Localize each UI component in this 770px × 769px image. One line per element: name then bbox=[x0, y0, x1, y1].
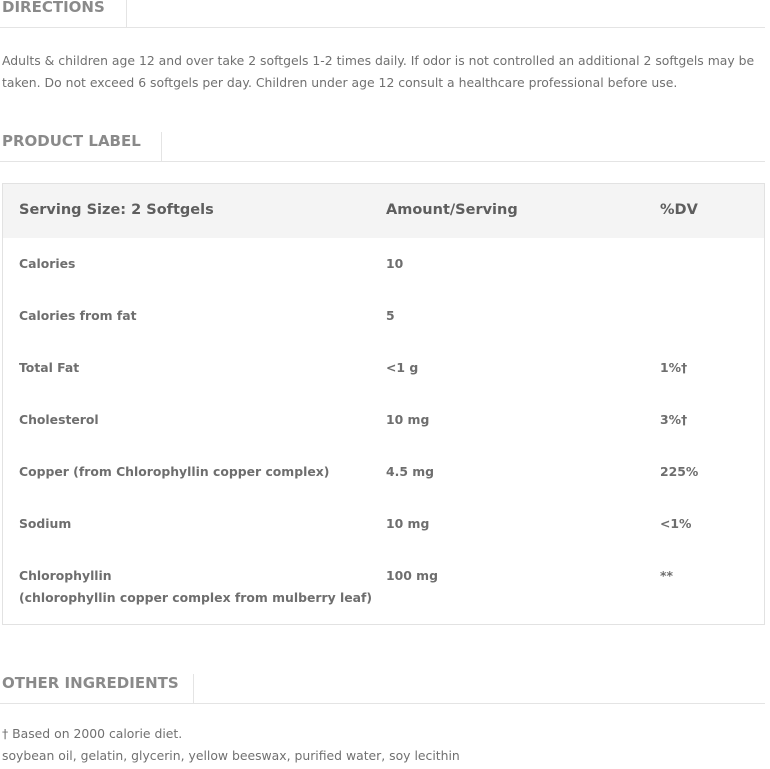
nutrient-amount: 5 bbox=[386, 308, 395, 323]
table-header-row bbox=[3, 184, 764, 238]
supplement-facts-table bbox=[2, 183, 765, 625]
nutrient-name: Chlorophyllin bbox=[19, 568, 112, 583]
nutrient-dv: ** bbox=[660, 568, 673, 583]
other-ingredients-divider bbox=[193, 674, 194, 703]
nutrient-name-detail: (chlorophyllin copper complex from mulberry leaf) bbox=[19, 590, 373, 605]
other-ingredients-title: OTHER INGREDIENTS bbox=[2, 674, 179, 692]
table-row bbox=[3, 357, 764, 409]
nutrient-name: Calories bbox=[19, 256, 76, 271]
table-row bbox=[3, 409, 764, 461]
nutrient-amount: 100 mg bbox=[386, 568, 438, 583]
nutrient-amount: 10 mg bbox=[386, 516, 430, 531]
product-label-header bbox=[0, 131, 765, 162]
nutrient-name: Cholesterol bbox=[19, 412, 99, 427]
ingredients-list: soybean oil, gelatin, glycerin, yellow beeswax, purified water, soy lecithin bbox=[2, 748, 460, 763]
product-label-divider bbox=[161, 132, 162, 161]
header-amount-serving: Amount/Serving bbox=[386, 202, 518, 218]
nutrient-dv: 3%† bbox=[660, 412, 688, 427]
nutrient-dv: 225% bbox=[660, 464, 699, 479]
nutrient-name: Calories from fat bbox=[19, 308, 137, 323]
nutrient-amount: 4.5 mg bbox=[386, 464, 435, 479]
directions-divider bbox=[126, 0, 127, 27]
table-row bbox=[3, 305, 764, 357]
header-serving-size: Serving Size: 2 Softgels bbox=[19, 202, 214, 218]
nutrient-name: Total Fat bbox=[19, 360, 80, 375]
product-label-title: PRODUCT LABEL bbox=[2, 132, 141, 150]
nutrient-amount: 10 mg bbox=[386, 412, 430, 427]
nutrient-dv: 1%† bbox=[660, 360, 688, 375]
header-dv: %DV bbox=[660, 202, 698, 218]
nutrient-name: Copper (from Chlorophyllin copper complex) bbox=[19, 464, 330, 479]
table-row bbox=[3, 565, 764, 615]
nutrient-dv: <1% bbox=[660, 516, 692, 531]
table-row bbox=[3, 513, 764, 565]
directions-title: DIRECTIONS bbox=[2, 0, 105, 16]
nutrient-name: Sodium bbox=[19, 516, 72, 531]
directions-header bbox=[0, 0, 765, 28]
nutrient-amount: <1 g bbox=[386, 360, 419, 375]
table-row bbox=[3, 253, 764, 305]
table-row bbox=[3, 461, 764, 513]
calorie-footnote: † Based on 2000 calorie diet. bbox=[2, 726, 183, 741]
directions-text: Adults & children age 12 and over take 2 softgels 1-2 times daily. If odor is not controlled an additional 2 softgels may be taken. Do not exceed 6 softgels per day. Children under age 12 consult a healthcare professional before use. bbox=[2, 53, 755, 90]
nutrient-amount: 10 bbox=[386, 256, 404, 271]
other-ingredients-header bbox=[0, 673, 765, 704]
